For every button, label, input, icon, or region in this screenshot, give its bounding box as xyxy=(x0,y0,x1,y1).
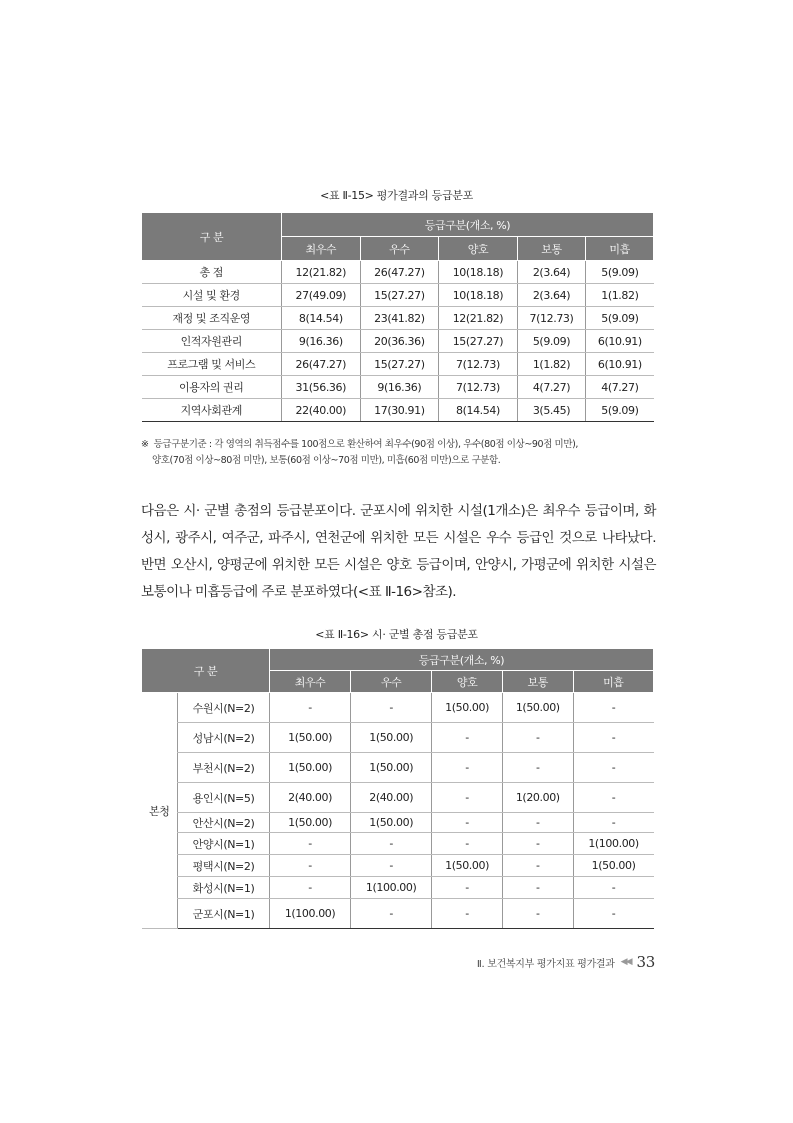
footer-section-title: Ⅱ. 보건복지부 평가지표 평가결과 xyxy=(476,958,615,970)
table-cell: - xyxy=(432,833,503,855)
header-col: 양호 xyxy=(432,671,503,693)
table-cell: 7(12.73) xyxy=(439,353,518,376)
table-cell: 1(50.00) xyxy=(351,753,432,783)
row-label: 이용자의 권리 xyxy=(142,376,282,399)
table-row xyxy=(142,353,654,376)
table1-caption: <표 Ⅱ-15> 평가결과의 등급분포 xyxy=(320,189,473,202)
table-cell: 22(40.00) xyxy=(282,399,361,422)
table-cell: 8(14.54) xyxy=(439,399,518,422)
table-row xyxy=(142,376,654,399)
table-cell: 15(27.27) xyxy=(360,284,439,307)
table-cell: - xyxy=(351,693,432,723)
header-col: 보통 xyxy=(502,671,573,693)
row-label: 시설 및 환경 xyxy=(142,284,282,307)
table-cell: 2(3.64) xyxy=(517,284,585,307)
row-label: 평택시(N=2) xyxy=(178,855,270,877)
table-cell: - xyxy=(270,877,351,899)
table-cell: 10(18.18) xyxy=(439,284,518,307)
table-cell: 5(9.09) xyxy=(586,307,654,330)
table-cell: - xyxy=(573,693,653,723)
table-cell: - xyxy=(432,723,503,753)
row-label: 성남시(N=2) xyxy=(178,723,270,753)
table-cell: - xyxy=(432,899,503,929)
row-label: 화성시(N=1) xyxy=(178,877,270,899)
table-cell: 1(50.00) xyxy=(351,813,432,833)
table-row xyxy=(142,307,654,330)
table-cell: 26(47.27) xyxy=(282,353,361,376)
table-cell: 27(49.09) xyxy=(282,284,361,307)
table-cell: 1(1.82) xyxy=(517,353,585,376)
table-cell: 7(12.73) xyxy=(439,376,518,399)
header-category: 구 분 xyxy=(142,649,270,693)
row-label: 부천시(N=2) xyxy=(178,753,270,783)
table-cell: - xyxy=(432,753,503,783)
table-cell: 17(30.91) xyxy=(360,399,439,422)
table-cell: 6(10.91) xyxy=(586,330,654,353)
row-label: 재정 및 조직운영 xyxy=(142,307,282,330)
header-grade-group: 등급구분(개소, %) xyxy=(270,649,654,671)
table-cell: 5(9.09) xyxy=(517,330,585,353)
table-cell: 9(16.36) xyxy=(282,330,361,353)
table-cell: - xyxy=(432,877,503,899)
table-cell: 1(50.00) xyxy=(270,723,351,753)
table-cell: 2(40.00) xyxy=(351,783,432,813)
header-col: 최우수 xyxy=(282,237,361,261)
table-cell: 1(100.00) xyxy=(270,899,351,929)
table-cell: - xyxy=(502,855,573,877)
table-cell: - xyxy=(573,877,653,899)
note-mark: ※ xyxy=(141,439,149,450)
row-label: 수원시(N=2) xyxy=(178,693,270,723)
row-label: 총 점 xyxy=(142,261,282,284)
row-label: 인적자원관리 xyxy=(142,330,282,353)
table-cell: 9(16.36) xyxy=(360,376,439,399)
row-label: 안산시(N=2) xyxy=(178,813,270,833)
table-cell: - xyxy=(573,813,653,833)
table-cell: 1(100.00) xyxy=(351,877,432,899)
table-cell: 1(50.00) xyxy=(432,855,503,877)
table-cell: - xyxy=(502,833,573,855)
table-row xyxy=(142,899,654,929)
table-cell: 5(9.09) xyxy=(586,399,654,422)
table-cell: - xyxy=(351,833,432,855)
table-row xyxy=(142,855,654,877)
table-cell: - xyxy=(432,813,503,833)
table-cell: 8(14.54) xyxy=(282,307,361,330)
table-cell: 7(12.73) xyxy=(517,307,585,330)
header-col: 우수 xyxy=(360,237,439,261)
table-cell: 1(50.00) xyxy=(502,693,573,723)
table-cell: - xyxy=(270,693,351,723)
table-cell: 15(27.27) xyxy=(439,330,518,353)
table-cell: - xyxy=(573,899,653,929)
body-paragraph: 다음은 시· 군별 총점의 등급분포이다. 군포시에 위치한 시설(1개소)은 최우수 등급이며, 화성시, 광주시, 여주군, 파주시, 연천군에 위치한 모든 시설은 우수 등급인 것으로 나타났다. 반면 오산시, 양평군에 위치한 모든 시설은 양호 등급이며, 안양시, 가평군에 위치한 시설은 보통이나 미흡등급에 주로 분포하였다(<표 Ⅱ-16>참조). xyxy=(141,503,656,600)
table2-caption: <표 Ⅱ-16> 시· 군별 총점 등급분포 xyxy=(315,628,478,641)
table-row xyxy=(142,723,654,753)
table-row xyxy=(142,330,654,353)
table-cell: - xyxy=(573,783,653,813)
table-cell: - xyxy=(573,723,653,753)
table-cell: 1(50.00) xyxy=(270,753,351,783)
table-cell: 2(40.00) xyxy=(270,783,351,813)
table-cell: 10(18.18) xyxy=(439,261,518,284)
table-cell: - xyxy=(502,723,573,753)
header-col: 우수 xyxy=(351,671,432,693)
table-row xyxy=(142,753,654,783)
table-cell: 2(3.64) xyxy=(517,261,585,284)
page-number: 33 xyxy=(636,953,655,971)
table-cell: 12(21.82) xyxy=(282,261,361,284)
table-cell: 1(50.00) xyxy=(351,723,432,753)
table-cell: - xyxy=(502,813,573,833)
table-cell: 31(56.36) xyxy=(282,376,361,399)
table-cell: 1(50.00) xyxy=(432,693,503,723)
row-label: 프로그램 및 서비스 xyxy=(142,353,282,376)
row-label: 안양시(N=1) xyxy=(178,833,270,855)
table-cell: 12(21.82) xyxy=(439,307,518,330)
city-grade-distribution-table xyxy=(141,648,654,929)
table-cell: 1(100.00) xyxy=(573,833,653,855)
header-col: 최우수 xyxy=(270,671,351,693)
table-cell: - xyxy=(270,833,351,855)
row-label: 용인시(N=5) xyxy=(178,783,270,813)
header-col: 양호 xyxy=(439,237,518,261)
table-cell: - xyxy=(502,899,573,929)
table-cell: 1(50.00) xyxy=(573,855,653,877)
table-cell: 3(5.45) xyxy=(517,399,585,422)
table-cell: 4(7.27) xyxy=(586,376,654,399)
table-row xyxy=(142,813,654,833)
header-grade-group: 등급구분(개소, %) xyxy=(282,213,654,237)
table-row xyxy=(142,261,654,284)
grade-distribution-table xyxy=(141,212,654,422)
table-cell: 1(1.82) xyxy=(586,284,654,307)
table-row xyxy=(142,693,654,723)
row-label: 군포시(N=1) xyxy=(178,899,270,929)
note-line-2: 양호(70점 이상~80점 미만), 보통(60점 이상~70점 미만), 미흡(60점 미만)으로 구분함. xyxy=(152,455,501,466)
header-col: 미흡 xyxy=(573,671,653,693)
header-col: 미흡 xyxy=(586,237,654,261)
group-label: 본청 xyxy=(142,693,178,929)
page-footer xyxy=(477,953,655,971)
table-cell: 1(50.00) xyxy=(270,813,351,833)
table-cell: - xyxy=(502,877,573,899)
header-col: 보통 xyxy=(517,237,585,261)
table-cell: 26(47.27) xyxy=(360,261,439,284)
table-row xyxy=(142,783,654,813)
table-row xyxy=(142,877,654,899)
table-row xyxy=(142,833,654,855)
table-cell: 4(7.27) xyxy=(517,376,585,399)
table-cell: 6(10.91) xyxy=(586,353,654,376)
table-cell: - xyxy=(351,899,432,929)
table-cell: - xyxy=(502,753,573,783)
table-cell: - xyxy=(351,855,432,877)
table-cell: 1(20.00) xyxy=(502,783,573,813)
table-cell: 23(41.82) xyxy=(360,307,439,330)
table-cell: - xyxy=(573,753,653,783)
note-line-1: 등급구분기준 : 각 영역의 취득점수를 100점으로 환산하여 최우수(90점 이상), 우수(80점 이상~90점 미만), xyxy=(153,439,579,450)
table-row xyxy=(142,399,654,422)
footer-arrows-icon: ◀◀ xyxy=(620,957,631,967)
header-category: 구 분 xyxy=(142,213,282,261)
table-cell: - xyxy=(270,855,351,877)
table-cell: 15(27.27) xyxy=(360,353,439,376)
table-cell: 20(36.36) xyxy=(360,330,439,353)
table-cell: 5(9.09) xyxy=(586,261,654,284)
row-label: 지역사회관계 xyxy=(142,399,282,422)
table-cell: - xyxy=(432,783,503,813)
table-row xyxy=(142,284,654,307)
grade-criteria-note xyxy=(141,437,656,469)
